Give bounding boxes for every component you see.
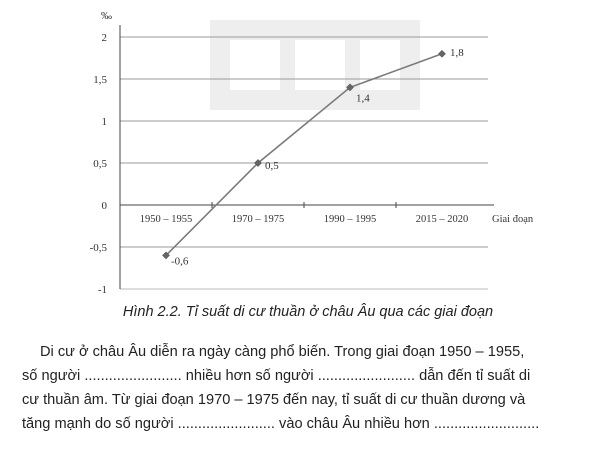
y-tick-label: 0 <box>101 200 107 212</box>
series-line <box>166 54 442 256</box>
paragraph-line-4 <box>22 412 612 436</box>
y-tick-label: 1 <box>101 116 107 128</box>
y-unit-label: ‰ <box>101 10 112 22</box>
figure-caption: Hình 2.2. Tỉ suất di cư thuần ở châu Âu qua các giai đoạn <box>122 304 494 320</box>
paragraph-line-3: cư thuần âm. Từ giai đoạn 1970 – 1975 đến nay, tỉ suất di cư thuần dương và <box>22 392 526 408</box>
y-tick-label: -1 <box>97 284 107 296</box>
text-segment: vào châu Âu nhiều hơn <box>279 416 430 432</box>
blank-4: .......................... <box>433 416 540 432</box>
data-label: 1,8 <box>450 46 464 59</box>
paragraph-line-2 <box>22 364 612 388</box>
fill-in-paragraph <box>22 340 612 436</box>
data-point <box>439 50 446 57</box>
text-segment: dẫn đến tỉ suất di <box>419 368 531 384</box>
data-label: 1,4 <box>356 92 370 105</box>
text-segment: số người <box>22 368 81 384</box>
blank-3: ........................ <box>177 416 275 432</box>
text-segment: nhiều hơn số người <box>185 368 314 384</box>
blank-2: ........................ <box>317 368 416 384</box>
x-tick-label: 2015 – 2020 <box>415 214 469 225</box>
x-tick-label: 1990 – 1995 <box>323 214 377 225</box>
text-segment: tăng mạnh do số người <box>22 416 174 432</box>
y-tick-label: 1,5 <box>93 74 107 86</box>
y-tick-label: -0,5 <box>89 242 107 254</box>
paragraph-line-1: Di cư ở châu Âu diễn ra ngày càng phổ biến. Trong giai đoạn 1950 – 1955, <box>40 344 525 360</box>
y-tick-label: 2 <box>101 32 107 44</box>
x-tick-label: 1970 – 1975 <box>231 214 285 225</box>
x-tick-label: 1950 – 1955 <box>139 214 193 225</box>
data-label: -0,6 <box>171 255 189 268</box>
x-axis-label: Giai đoạn <box>492 214 534 225</box>
y-tick-label: 0,5 <box>93 158 107 170</box>
data-label: 0,5 <box>265 160 279 172</box>
blank-1: ........................ <box>84 368 182 384</box>
